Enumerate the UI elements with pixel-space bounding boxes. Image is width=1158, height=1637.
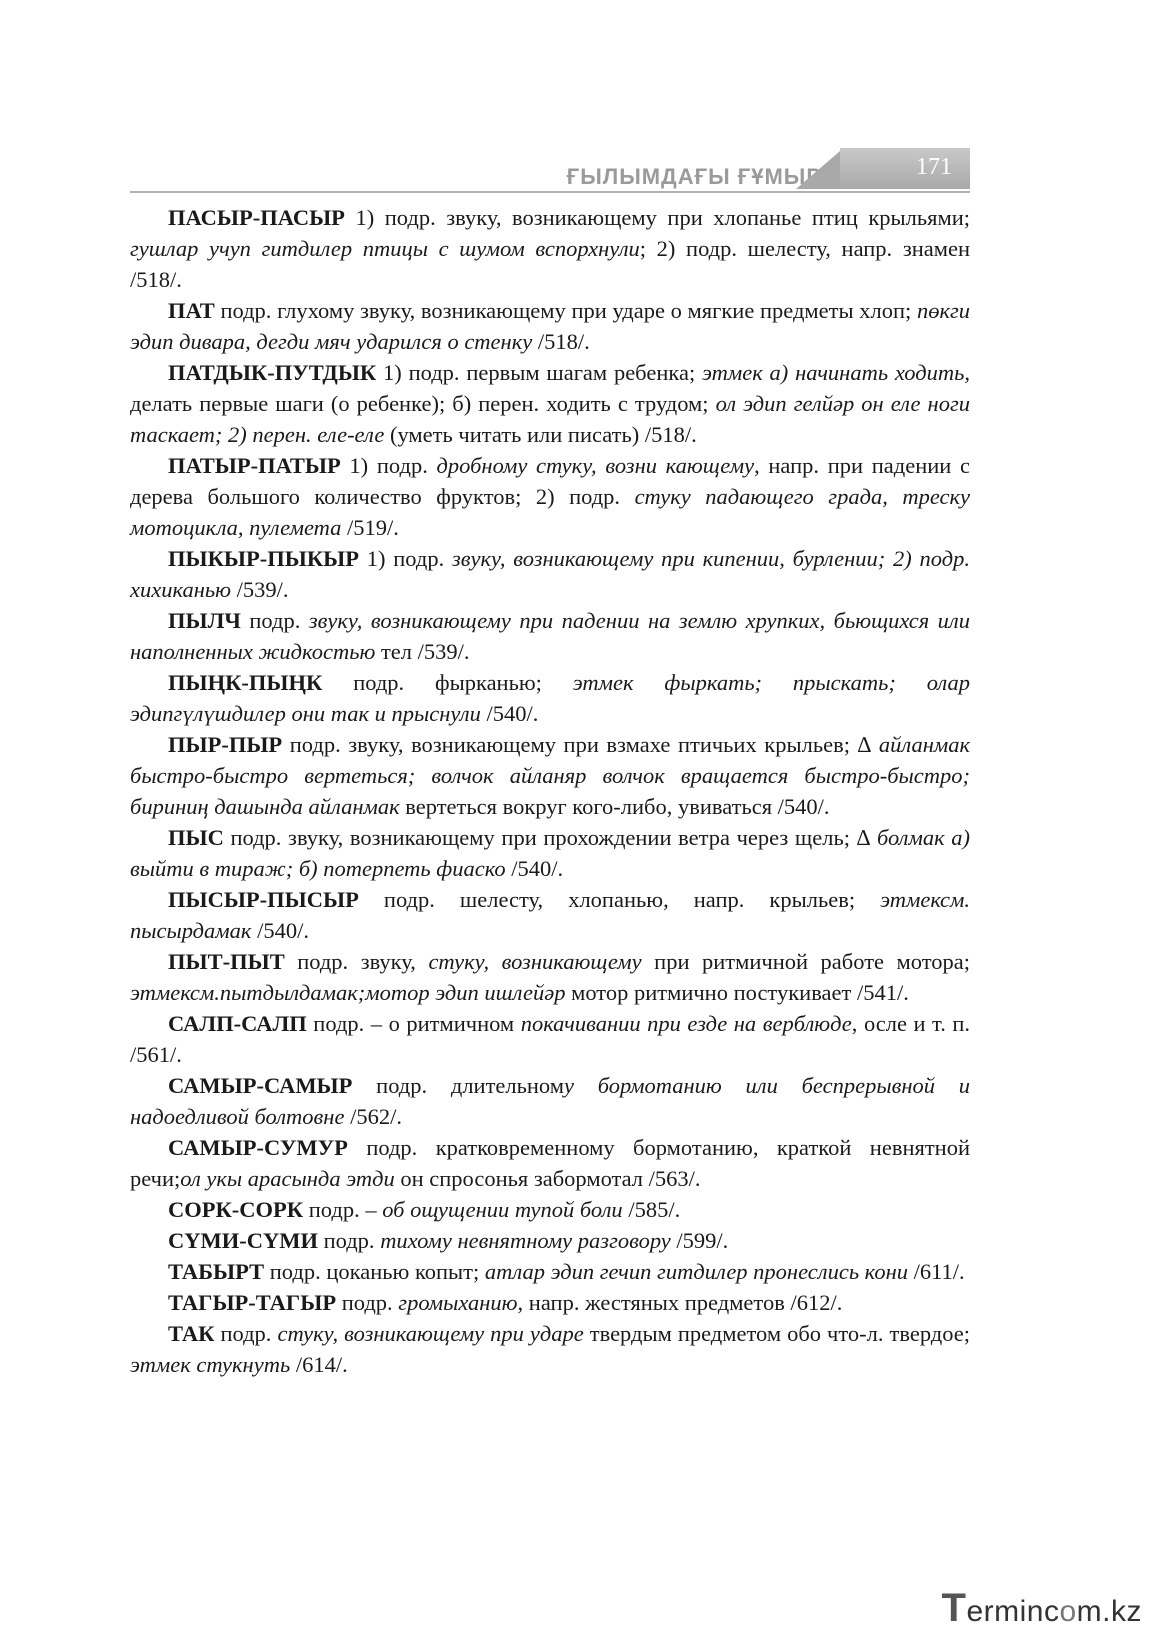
running-title: ҒЫЛЫМДАҒЫ ҒҰМЫР xyxy=(566,164,822,189)
dictionary-entry xyxy=(130,822,970,884)
dictionary-entry xyxy=(130,1287,970,1318)
entry-headword: ПЫТ-ПЫТ xyxy=(168,949,285,974)
entry-headword: САМЫР-СУМУР xyxy=(168,1135,348,1160)
entry-definition: , напр. при падении с дерева большого количество фруктов; 2) подр. xyxy=(130,453,970,509)
entry-headword: ПАТДЫК-ПУТДЫК xyxy=(168,360,377,385)
header-divider xyxy=(130,191,970,193)
entry-definition: тел /539/. xyxy=(375,639,470,664)
entry-definition: ; 2) подр. шелесту, напр. знамен /518/. xyxy=(130,236,970,292)
entry-example: стуку, возникающему при ударе xyxy=(277,1321,584,1346)
entry-definition: вертеться вокруг кого-либо, увиваться /540/. xyxy=(399,794,830,819)
entry-definition: /614/. xyxy=(290,1352,348,1377)
entry-example: тихому невнятному разговору xyxy=(380,1228,671,1253)
entry-headword: СОРК-СОРК xyxy=(168,1197,304,1222)
entry-example: об ощущении тупой боли xyxy=(382,1197,623,1222)
entry-definition: подр. звуку, xyxy=(284,949,429,974)
entry-definition: подр. xyxy=(214,1321,278,1346)
entry-example: болмак а) выйти в тираж; б) потерпеть фиаско xyxy=(130,825,970,881)
dictionary-entry xyxy=(130,202,970,295)
dictionary-entry xyxy=(130,884,970,946)
entry-definition: /519/. xyxy=(341,515,399,540)
entry-headword: ПЫС xyxy=(168,825,224,850)
entry-definition: , осле и т. п. /561/. xyxy=(130,1011,971,1067)
dictionary-entries xyxy=(130,202,970,1380)
entry-definition: твердым предметом обо что-л. твердое; xyxy=(583,1321,970,1346)
entry-example: дробному стуку, возни кающему xyxy=(436,453,755,478)
entry-definition: он спросонья забормотал /563/. xyxy=(394,1166,701,1191)
entry-example: айланмак быстро-быстро вертеться; волчок айланяр волчок вращается быстро-быстро; бириниң дашында айланмак xyxy=(130,732,970,819)
entry-definition: /539/. xyxy=(230,577,289,602)
entry-example: этмек фыркать; прыскать; олар эдипгүлүшдилер они так и прыснули xyxy=(130,670,970,726)
page-header xyxy=(130,148,970,194)
entry-headword: ПЫР-ПЫР xyxy=(168,732,283,757)
entry-headword: САЛП-САЛП xyxy=(168,1011,307,1036)
entry-definition: подр. xyxy=(240,608,309,633)
dictionary-entry xyxy=(130,295,970,357)
entry-headword: ПАТЫР-ПАТЫР xyxy=(168,453,341,478)
entry-definition: /611/. xyxy=(908,1259,965,1284)
entry-definition: 1) подр. xyxy=(359,546,452,571)
entry-headword: ТАК xyxy=(168,1321,215,1346)
entry-definition: /599/. xyxy=(670,1228,729,1253)
entry-definition: 1) подр. первым шагам ребенка; xyxy=(376,360,702,385)
dictionary-entry xyxy=(130,946,970,1008)
entry-example: ол укы арасында этди xyxy=(180,1166,395,1191)
entry-definition: делать первые шаги (о ребенке); б) перен. ходить с трудом; xyxy=(130,391,716,416)
entry-example: звуку, возникающему при падении на землю хрупких, бьющихся или наполненных жидкостью xyxy=(130,608,970,664)
entry-headword: СҮМИ-СҮМИ xyxy=(168,1228,318,1253)
entry-definition: подр. длительном xyxy=(352,1073,564,1098)
entry-definition: подр. xyxy=(317,1228,381,1253)
entry-definition: /562/. xyxy=(344,1104,402,1129)
entry-definition: подр. xyxy=(336,1290,399,1315)
entry-example: стуку падающего града, треску мотоцикла, пулемета xyxy=(130,484,971,540)
dictionary-entry xyxy=(130,357,970,450)
header-decoration xyxy=(796,151,840,189)
entry-definition: (уметь читать или писать) /518/. xyxy=(384,422,697,447)
entry-definition: подр. кратковременному бормотанию, краткой невнятной речи; xyxy=(130,1135,970,1191)
dictionary-entry xyxy=(130,667,970,729)
dictionary-entry xyxy=(130,729,970,822)
dictionary-entry xyxy=(130,1256,970,1287)
entry-headword: ПЫЛЧ xyxy=(168,608,241,633)
dictionary-entry xyxy=(130,1318,970,1380)
entry-example: этмек стукнуть xyxy=(130,1352,291,1377)
entry-definition: подр. глухому звуку, возникающему при ударе о мягкие предметы хлоп; xyxy=(214,298,917,323)
dictionary-entry xyxy=(130,1132,970,1194)
entry-definition: /540/. xyxy=(480,701,539,726)
entry-definition: при ритмичной работе мотора; xyxy=(641,949,970,974)
entry-definition: подр. шелесту, хлопанью, напр. крыльев; xyxy=(358,887,881,912)
entry-example: громыханию xyxy=(398,1290,518,1315)
entry-headword: САМЫР-САМЫР xyxy=(168,1073,353,1098)
entry-headword: ПАСЫР-ПАСЫР xyxy=(168,205,345,230)
entry-example: ол эдип гелйәр он еле ноги таскает; 2) перен. еле-еле xyxy=(130,391,970,447)
entry-definition: подр. звуку, возникающему при взмахе птичьих крыльев; ∆ xyxy=(282,732,879,757)
entry-definition: , напр. жестяных предметов /612/. xyxy=(517,1290,843,1315)
entry-definition: подр. – xyxy=(303,1197,383,1222)
dictionary-entry xyxy=(130,543,970,605)
page-number: 171 xyxy=(916,154,952,180)
dictionary-entry xyxy=(130,450,970,543)
entry-definition: подр. цоканью копыт; xyxy=(264,1259,485,1284)
entry-definition: /540/. xyxy=(251,918,309,943)
dictionary-entry xyxy=(130,1008,970,1070)
entry-example: пөкги эдип дивара, дегди мяч ударился о стенку xyxy=(130,298,970,354)
entry-example: этмек а) начинать ходить, xyxy=(702,360,970,385)
page-number-tab xyxy=(840,148,970,189)
entry-headword: ТАГЫР-ТАГЫР xyxy=(168,1290,337,1315)
entry-example: у бормотанию или беспрерывной и надоедливой болтовне xyxy=(130,1073,970,1129)
dictionary-entry xyxy=(130,1070,970,1132)
entry-headword: ТАБЫРТ xyxy=(168,1259,265,1284)
entry-definition: 1) подр. xyxy=(340,453,437,478)
entry-definition: подр. звуку, возникающему при прохождении ветра через щель; ∆ xyxy=(223,825,877,850)
entry-headword: ПЫКЫР-ПЫКЫР xyxy=(168,546,359,571)
entry-definition: /540/. xyxy=(505,856,564,881)
entry-example: этмексм. пысырдамак xyxy=(130,887,970,943)
entry-example: стуку, возникающему xyxy=(428,949,642,974)
entry-headword: ПАТ xyxy=(168,298,215,323)
entry-headword: ПЫҢК-ПЫҢК xyxy=(168,670,323,695)
entry-definition: подр. – о ритмичном xyxy=(306,1011,521,1036)
dictionary-entry xyxy=(130,605,970,667)
entry-definition: /585/. xyxy=(622,1197,681,1222)
site-watermark: Termincom.kz xyxy=(941,1586,1142,1630)
entry-definition: мотор ритмично постукивает /541/. xyxy=(565,980,909,1005)
entry-example: звуку, возникающему при кипении, бурлении; 2) подр. хихиканью xyxy=(130,546,970,602)
entry-example: атлар эдип гечип гитдилер пронеслись кони xyxy=(484,1259,909,1284)
entry-definition: подр. фырканью; xyxy=(322,670,573,695)
entry-example: гушлар учуп гитдилер птицы с шумом вспорхнули xyxy=(130,236,640,261)
dictionary-entry xyxy=(130,1225,970,1256)
entry-definition: /518/. xyxy=(532,329,590,354)
entry-definition: 1) подр. звуку, возникающему при хлопанье птиц крыльями; xyxy=(344,205,970,230)
entry-example: этмексм.пытдылдамак;мотор эдип ишлейәр xyxy=(130,980,566,1005)
dictionary-entry xyxy=(130,1194,970,1225)
entry-headword: ПЫСЫР-ПЫСЫР xyxy=(168,887,359,912)
entry-example: покачивании при езде на верблюде xyxy=(520,1011,852,1036)
